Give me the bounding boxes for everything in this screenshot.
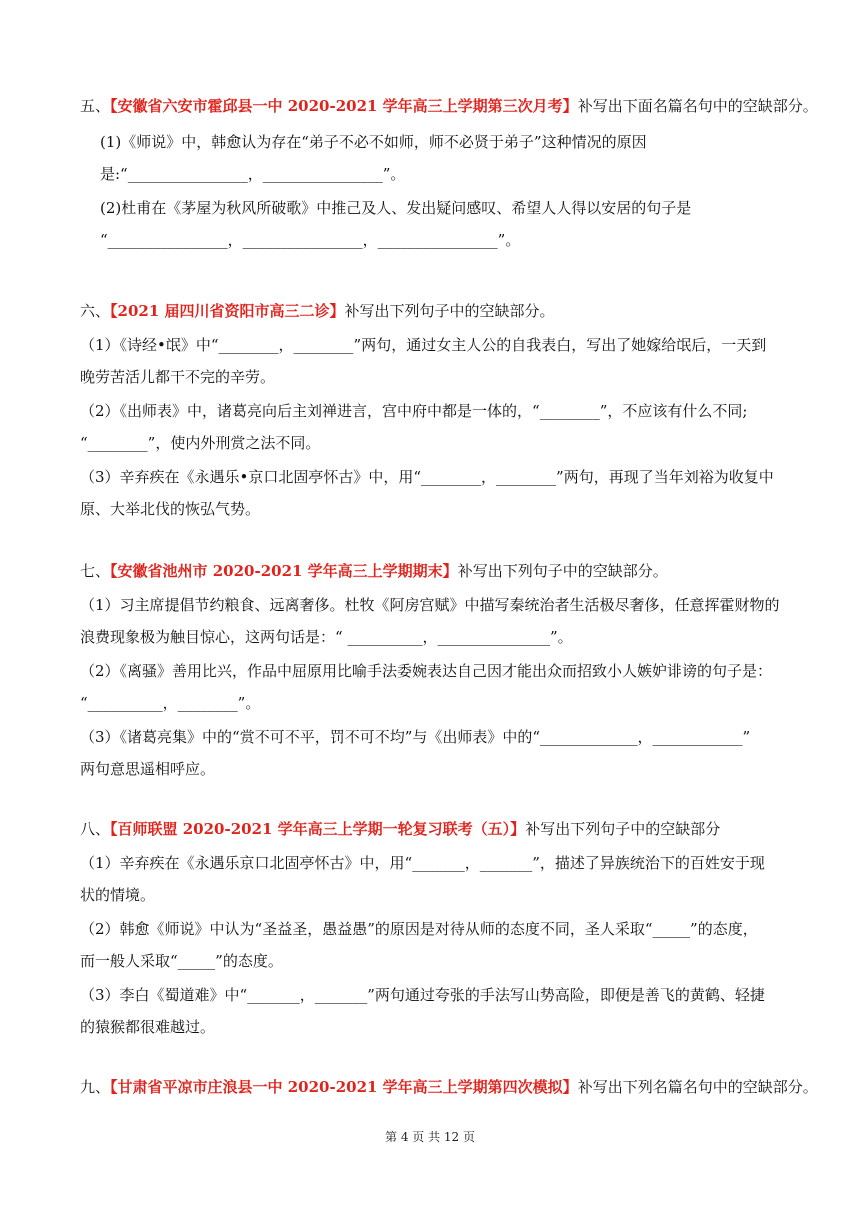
question-text: （1）《诗经•氓》中“________，________”两句，通过女主人公的自我表白，写出了她嫁给氓后，一天到 (80, 336, 767, 354)
question-text: (2)杜甫在《茅屋为秋风所破歌》中推己及人、发出疑问感叹、希望人人得以安居的句子是 (100, 199, 692, 217)
section-5 (80, 95, 818, 251)
question (80, 131, 800, 185)
instruction-text: 补写出下面名篇名句中的空缺部分。 (577, 97, 818, 115)
question-text: （1）辛弃疾在《永遇乐京口北固亭怀古》中，用“_______，_______”，描述了异族统治下的百姓安于现 (80, 854, 765, 872)
question-text-continued: 原、大举北伐的恢弘气势。 (80, 500, 261, 518)
instruction-text: 补写出下列句子中的空缺部分 (525, 820, 721, 838)
question (80, 400, 800, 454)
question (80, 660, 800, 714)
section-7 (80, 560, 800, 780)
section-number: 五、 (80, 97, 111, 115)
question (80, 852, 800, 906)
source-label: 【安徽省池州市 2020-2021 学年高三上学期期末】 (110, 562, 458, 580)
question (80, 984, 800, 1038)
question-text-continued: 晚劳苦活儿都干不完的辛劳。 (80, 368, 276, 386)
section-heading (80, 560, 800, 582)
section-6 (80, 300, 800, 520)
question-text: （2）韩愈《师说》中认为“圣益圣，愚益愚”的原因是对待从师的态度不同，圣人采取“_____”的态度， (80, 920, 758, 938)
instruction-text: 补写出下列名篇名句中的空缺部分。 (577, 1078, 818, 1096)
question (80, 594, 800, 648)
question (80, 197, 800, 251)
section-9 (80, 1076, 818, 1098)
question (80, 334, 800, 388)
instruction-text: 补写出下列句子中的空缺部分。 (344, 302, 555, 320)
question-text: （3）李白《蜀道难》中“_______，_______”两句通过夸张的手法写山势高险，即便是善飞的黄鹤、轻捷 (80, 986, 765, 1004)
question-text-continued: 状的情境。 (80, 886, 156, 904)
section-number: 八、 (80, 820, 111, 838)
question-text-continued: 是:“________________，________________”。 (100, 165, 406, 183)
source-label: 【安徽省六安市霍邱县一中 2020-2021 学年高三上学期第三次月考】 (110, 97, 578, 115)
section-heading (80, 818, 800, 840)
instruction-text: 补写出下列句子中的空缺部分。 (457, 562, 668, 580)
question-text: （2）《出师表》中，诸葛亮向后主刘禅进言，宫中府中都是一体的，“________”，不应该有什么不同; (80, 402, 748, 420)
question-text-continued: 两句意思遥相呼应。 (80, 760, 216, 778)
question-text-continued: “________________，________________，________________”。 (100, 231, 521, 249)
section-heading (80, 95, 818, 117)
page-footer: 第 4 页 共 12 页 (385, 1130, 475, 1144)
source-label: 【2021 届四川省资阳市高三二诊】 (110, 302, 345, 320)
question-text: （1）习主席提倡节约粮食、远离奢侈。杜牧《阿房宫赋》中描写秦统治者生活极尽奢侈，任意挥霍财物的 (80, 596, 780, 614)
question-text: （3）辛弃疾在《永遇乐•京口北固亭怀古》中，用“________，________”两句，再现了当年刘裕为收复中 (80, 468, 774, 486)
question-text-continued: 浪费现象极为触目惊心，这两句话是：“ __________，_______________”。 (80, 628, 573, 646)
question-text: （3）《诸葛亮集》中的“赏不可不平，罚不可不均”与《出师表》中的“_____________，____________” (80, 728, 751, 746)
section-number: 六、 (80, 302, 111, 320)
section-heading (80, 1076, 818, 1098)
section-heading (80, 300, 800, 322)
section-8 (80, 818, 800, 1038)
question (80, 466, 800, 520)
section-number: 七、 (80, 562, 111, 580)
question-text-continued: “________”，使内外刑赏之法不同。 (80, 434, 321, 452)
section-number: 九、 (80, 1078, 111, 1096)
source-label: 【甘肃省平凉市庄浪县一中 2020-2021 学年高三上学期第四次模拟】 (110, 1078, 578, 1096)
question (80, 918, 800, 972)
question-text: （2）《离骚》善用比兴，作品中屈原用比喻手法委婉表达自己因才能出众而招致小人嫉妒诽谤的句子是： (80, 662, 773, 680)
question-text-continued: 的猿猴都很难越过。 (80, 1018, 216, 1036)
question-text: (1)《师说》中，韩愈认为存在“弟子不必不如师，师不必贤于弟子”这种情况的原因 (100, 133, 647, 151)
question (80, 726, 800, 780)
question-text-continued: 而一般人采取“_____”的态度。 (80, 952, 283, 970)
question-text-continued: “__________，________”。 (80, 694, 261, 712)
source-label: 【百师联盟 2020-2021 学年高三上学期一轮复习联考（五）】 (110, 820, 526, 838)
